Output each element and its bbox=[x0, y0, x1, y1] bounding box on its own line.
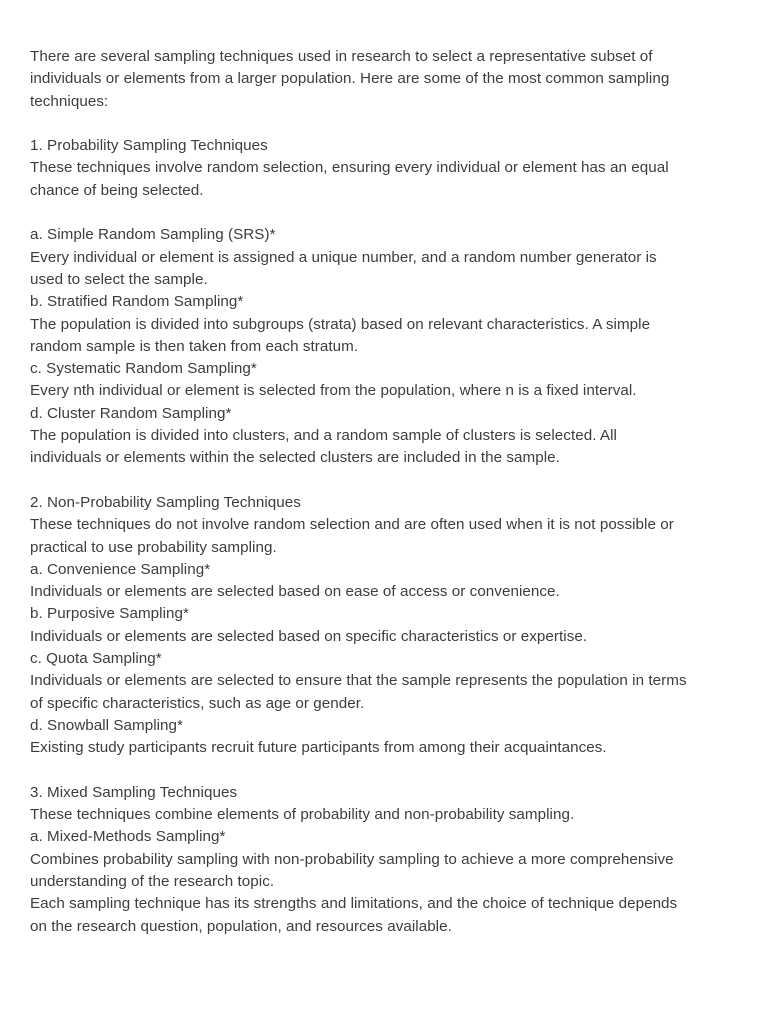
quota-desc-line-2: of specific characteristics, such as age or gender. bbox=[30, 694, 365, 712]
convenience-heading: a. Convenience Sampling* bbox=[30, 560, 211, 578]
srs-desc-line-2: used to select the sample. bbox=[30, 270, 208, 288]
intro-line-1: There are several sampling techniques used in research to select a representative subset of bbox=[30, 48, 653, 65]
blank-line bbox=[30, 113, 745, 135]
mixed-methods-heading: a. Mixed-Methods Sampling* bbox=[30, 828, 226, 846]
snowball-heading: d. Snowball Sampling* bbox=[30, 716, 184, 734]
srs-heading: a. Simple Random Sampling (SRS)* bbox=[30, 226, 276, 244]
snowball-desc: Existing study participants recruit future participants from among their acquaintances. bbox=[30, 739, 607, 757]
purposive-heading: b. Purposive Sampling* bbox=[30, 605, 189, 623]
section-3-desc: These techniques combine elements of probability and non-probability sampling. bbox=[30, 806, 575, 824]
cluster-desc-line-2: individuals or elements within the selected clusters are included in the sample. bbox=[30, 449, 560, 467]
mixed-methods-desc-line-2: understanding of the research topic. bbox=[30, 872, 275, 890]
cluster-heading: d. Cluster Random Sampling* bbox=[30, 404, 232, 422]
section-2-heading: 2. Non-Probability Sampling Techniques bbox=[30, 493, 301, 511]
stratified-heading: b. Stratified Random Sampling* bbox=[30, 293, 244, 311]
srs-desc-line-1: Every individual or element is assigned a unique number, and a random number generator is bbox=[30, 248, 657, 266]
section-1-heading: 1. Probability Sampling Techniques bbox=[30, 137, 268, 155]
convenience-desc: Individuals or elements are selected based on ease of access or convenience. bbox=[30, 583, 560, 601]
conclusion-line-2: on the research question, population, and resources available. bbox=[30, 917, 452, 935]
quota-desc-line-1: Individuals or elements are selected to ensure that the sample represents the population in terms bbox=[30, 672, 687, 690]
section-1-desc-line-2: chance of being selected. bbox=[30, 181, 204, 199]
blank-line bbox=[30, 202, 745, 224]
systematic-heading: c. Systematic Random Sampling* bbox=[30, 360, 257, 378]
intro-line-3: techniques: bbox=[30, 92, 109, 110]
purposive-desc: Individuals or elements are selected based on specific characteristics or expertise. bbox=[30, 627, 588, 645]
section-2-desc-line-2: practical to use probability sampling. bbox=[30, 538, 277, 556]
mixed-methods-desc-line-1: Combines probability sampling with non-probability sampling to achieve a more comprehensive bbox=[30, 850, 674, 868]
section-3-heading: 3. Mixed Sampling Techniques bbox=[30, 783, 238, 801]
stratified-desc-line-2: random sample is then taken from each stratum. bbox=[30, 337, 359, 355]
section-1-desc-line-1: These techniques involve random selection, ensuring every individual or element has an equal bbox=[30, 159, 669, 177]
blank-line bbox=[30, 760, 745, 782]
cluster-desc-line-1: The population is divided into clusters, and a random sample of clusters is selected. All bbox=[30, 427, 617, 445]
document-body bbox=[30, 46, 745, 938]
section-2-desc-line-1: These techniques do not involve random selection and are often used when it is not possible or bbox=[30, 516, 674, 534]
systematic-desc: Every nth individual or element is selected from the population, where n is a fixed interval. bbox=[30, 382, 637, 400]
conclusion-line-1: Each sampling technique has its strengths and limitations, and the choice of technique depends bbox=[30, 895, 678, 913]
blank-line bbox=[30, 470, 745, 492]
stratified-desc-line-1: The population is divided into subgroups (strata) based on relevant characteristics. A simple bbox=[30, 315, 651, 333]
intro-line-2: individuals or elements from a larger population. Here are some of the most common sampling bbox=[30, 70, 670, 88]
quota-heading: c. Quota Sampling* bbox=[30, 650, 162, 668]
